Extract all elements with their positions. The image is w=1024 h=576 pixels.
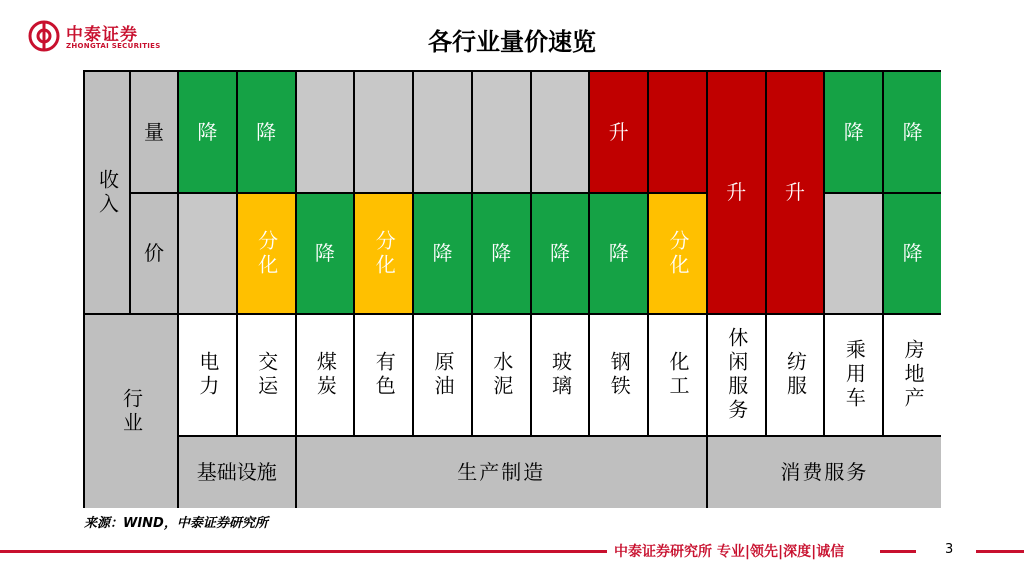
industry-volume-price-table: [83, 70, 941, 508]
volume-cell-glass: [530, 70, 589, 192]
price-header: 价: [129, 192, 177, 313]
volume-cell-power: 降: [177, 70, 236, 192]
volume-cell-transport: 降: [236, 70, 295, 192]
logo-english-name: ZHONGTAI SECURITIES: [66, 42, 161, 50]
price-cell-power: [177, 192, 236, 313]
page-number: 3: [945, 542, 954, 557]
industry-name: 玻璃: [530, 313, 589, 435]
logo-chinese-name: 中泰证券: [66, 25, 138, 45]
volume-cell-cement: [471, 70, 530, 192]
price-cell-crude-oil: 降: [412, 192, 471, 313]
price-cell-transport: 分化: [236, 192, 295, 313]
price-cell-steel: 降: [588, 192, 647, 313]
volume-cell-passenger-car: 降: [823, 70, 882, 192]
industry-name: 水泥: [471, 313, 530, 435]
revenue-header: 收入: [83, 70, 129, 313]
price-cell-nonferrous: 分化: [353, 192, 412, 313]
industry-name: 纺服: [765, 313, 824, 435]
industry-name: 煤炭: [295, 313, 354, 435]
industry-name: 房地产: [882, 313, 941, 435]
footer-divider-end: [976, 550, 1024, 553]
price-cell-chemical: 分化: [647, 192, 706, 313]
industry-header: 行业: [83, 313, 177, 508]
price-cell-cement: 降: [471, 192, 530, 313]
industry-name: 电力: [177, 313, 236, 435]
industry-name: 交运: [236, 313, 295, 435]
volume-cell-nonferrous: [353, 70, 412, 192]
volume-cell-steel: 升: [588, 70, 647, 192]
industry-name: 化工: [647, 313, 706, 435]
sector-manufacturing: 生产制造: [295, 435, 706, 508]
industry-name: 休闲服务: [706, 313, 765, 435]
sector-infrastructure: 基础设施: [177, 435, 295, 508]
source-note: 来源：WIND，中泰证券研究所: [84, 516, 268, 531]
volume-price-cell-leisure: 升: [706, 70, 765, 313]
price-cell-passenger-car: [823, 192, 882, 313]
industry-name: 原油: [412, 313, 471, 435]
volume-cell-crude-oil: [412, 70, 471, 192]
volume-cell-real-estate: 降: [882, 70, 941, 192]
industry-name: 乘用车: [823, 313, 882, 435]
volume-price-cell-textile: 升: [765, 70, 824, 313]
price-cell-real-estate: 降: [882, 192, 941, 313]
sector-consumer: 消费服务: [706, 435, 941, 508]
industry-name: 有色: [353, 313, 412, 435]
page-title: 各行业量价速览: [428, 28, 596, 56]
industry-name: 钢铁: [588, 313, 647, 435]
volume-header: 量: [129, 70, 177, 192]
footer-divider-left: [0, 550, 607, 553]
price-cell-coal: 降: [295, 192, 354, 313]
price-cell-glass: 降: [530, 192, 589, 313]
volume-cell-coal: [295, 70, 354, 192]
footer-divider-right: [880, 550, 916, 553]
footer-slogan: 中泰证券研究所 专业|领先|深度|诚信: [614, 544, 845, 560]
